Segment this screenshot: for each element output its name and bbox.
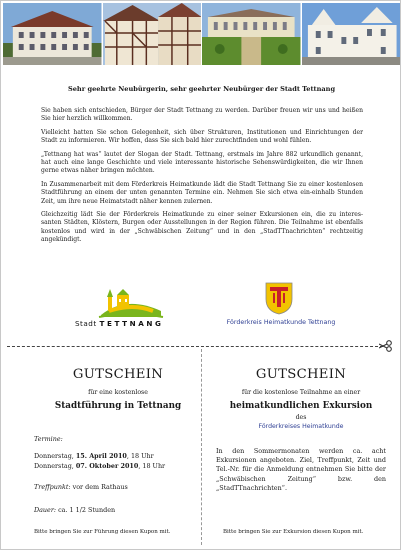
coupon-heading: Stadtführung in Tettnang bbox=[54, 401, 182, 411]
dauer-line bbox=[34, 506, 115, 514]
dauer-label: Dauer: bbox=[34, 506, 57, 514]
coupon-org: Förderkreises Heimatkunde bbox=[258, 423, 344, 430]
coupon-subtitle: für die kostenlose Teilnahme an einer bbox=[241, 389, 361, 396]
foerderkreis-wordmark: Förderkreis Heimatkunde Tettnang bbox=[226, 319, 336, 326]
foerderkreis-crest-icon bbox=[264, 281, 294, 315]
photo-castle bbox=[3, 3, 102, 65]
coupon-exkursion bbox=[216, 367, 386, 430]
date-time: , 18 Uhr bbox=[138, 462, 166, 470]
paragraph: Vielleicht hatten Sie schon Gelegenheit, sich über Strukturen, Institutionen und Einrichtungen der Stadt zu informieren. Wir hoffen, dass Sie sich bald hier zurechtfinden und wohl fühlen. bbox=[41, 128, 363, 145]
coupon-subtitle: für eine kostenlose bbox=[88, 389, 148, 396]
date-prefix: Donnerstag, bbox=[34, 462, 76, 470]
coupon-title: GUTSCHEIN bbox=[255, 367, 347, 382]
coupon-heading: heimatkundlichen Exkursion bbox=[229, 401, 373, 411]
coupon-body: In den Sommermonaten werden ca. acht Exkursionen angeboten. Ziel, Treffpunkt, Zeit und Tel.-Nr. für die Anmeldung entnehmen Sie bitte der „Schwäbischen Zeitung“ bzw. den „StadTTnachrichten“. bbox=[216, 447, 386, 492]
paragraph: „Tettnang hat was“ lautet der Slogan der Stadt. Tettnang, erstmals im Jahre 882 urkundlich genannt, hat auch eine lange Geschichte und viele interessante historische Sehenswürdigkeiten, die wir Ihnen gerne etwas näher bringen möchten. bbox=[41, 150, 363, 175]
coupon-footer: Bitte bringen Sie zur Exkursion diesen Kupon mit. bbox=[223, 529, 364, 535]
date-value: 15. April 2010 bbox=[75, 452, 127, 460]
date-time: , 18 Uhr bbox=[126, 452, 154, 460]
wordmark-prefix: Stadt bbox=[75, 319, 97, 328]
date-value: 07. Oktober 2010 bbox=[75, 462, 139, 470]
treffpunkt-label: Treffpunkt: bbox=[34, 483, 71, 491]
date-line bbox=[34, 452, 154, 460]
dauer-value: ca. 1 1/2 Stunden bbox=[56, 506, 116, 514]
coupon-stadtfuehrung bbox=[33, 367, 203, 411]
photo-palace-garden bbox=[202, 3, 301, 65]
paragraph: Gleichzeitig lädt Sie der Förderkreis Heimatkunde zu einer seiner Exkursionen ein, die zu interes-santen Städten, Klöstern, Burgen oder Ausstellungen in der Region führen. Die Teilnahme ist ebenfalls kostenlos und wird in der „Schwäbischen Zeitung“ und in den „StadTTnachrichten“ rechtzeitig angekündigt. bbox=[41, 211, 363, 244]
cut-line bbox=[7, 346, 383, 347]
photo-timber-houses bbox=[103, 3, 202, 65]
stadt-tettnang-wordmark bbox=[75, 319, 164, 328]
coupon-des: des bbox=[295, 414, 307, 421]
wordmark-name: TETTNANG bbox=[99, 319, 164, 328]
letter-headline: Sehr geehrte Neubürgerin, sehr geehrter Neubürger der Stadt Tettnang bbox=[67, 85, 336, 93]
letter-body bbox=[41, 107, 363, 250]
termine-label: Termine: bbox=[34, 435, 63, 443]
coupon-footer: Bitte bringen Sie zur Führung diesen Kupon mit. bbox=[34, 529, 171, 535]
treffpunkt-line bbox=[34, 483, 128, 491]
scissors-icon bbox=[379, 340, 393, 352]
treffpunkt-value: vor dem Rathaus bbox=[70, 483, 128, 491]
paragraph: Sie haben sich entschieden, Bürger der Stadt Tettnang zu werden. Darüber freuen wir uns und heißen Sie hier herzlich willkommen. bbox=[41, 107, 363, 123]
paragraph: In Zusammenarbeit mit dem Förderkreis Heimatkunde lädt die Stadt Tettnang Sie zu einer kostenlosen Stadtführung an einem der unten genannten Termine ein. Nehmen Sie sich etwa ein-einhalb Stunden Zeit, um ihre neue Heimatstadt näher kennen zulernen. bbox=[41, 180, 363, 205]
date-line bbox=[34, 462, 165, 470]
date-prefix: Donnerstag, bbox=[34, 452, 76, 460]
coupon-title: GUTSCHEIN bbox=[72, 367, 164, 382]
photo-strip bbox=[3, 3, 400, 65]
photo-gabled-building bbox=[302, 3, 401, 65]
